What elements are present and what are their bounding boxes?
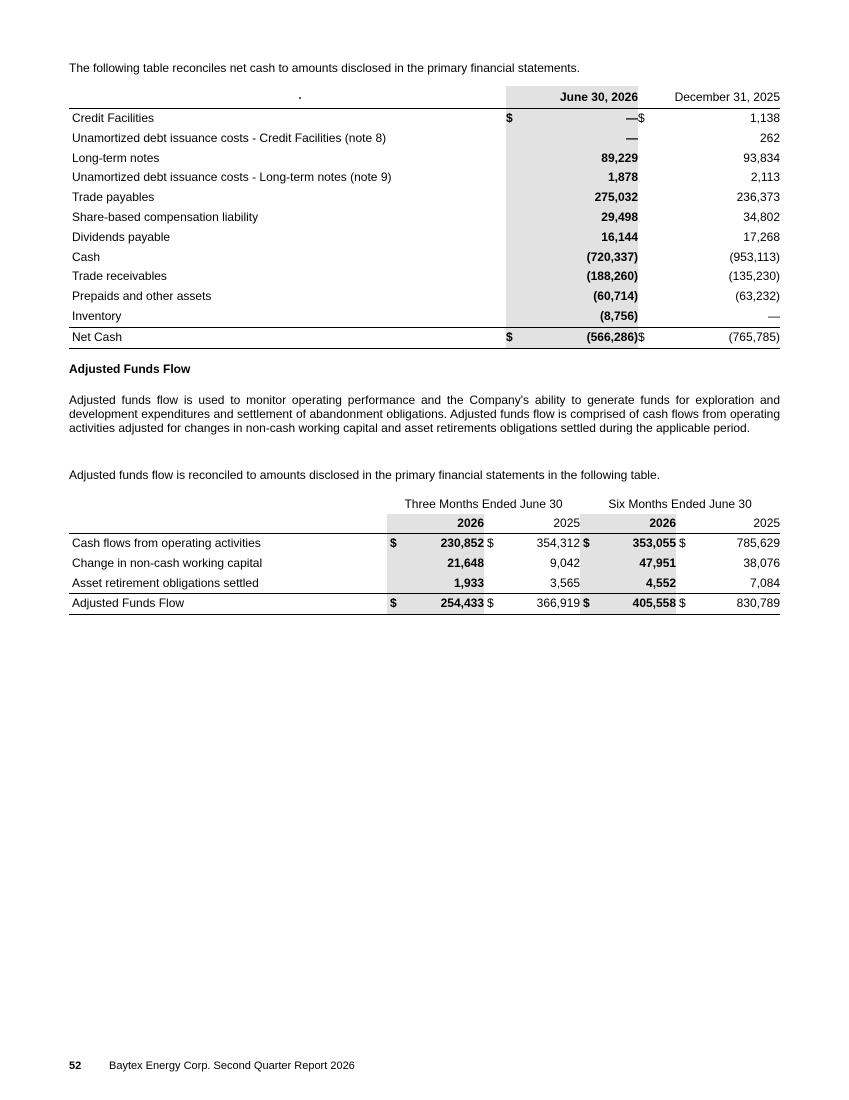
col-header-prior: December 31, 2025 — [656, 86, 780, 109]
page-footer — [69, 1060, 355, 1072]
current-value: 29,498 — [552, 208, 638, 228]
currency-symbol — [638, 208, 656, 228]
currency-symbol — [506, 228, 552, 248]
prior-value: (953,113) — [729, 249, 780, 264]
value-cell: 785,629 — [736, 536, 781, 550]
currency-symbol: $ — [484, 594, 500, 615]
value-cell: 21,648 — [403, 554, 484, 574]
currency-symbol: $ — [676, 594, 692, 615]
table-row — [69, 188, 780, 208]
row-label: Cash — [72, 249, 101, 264]
current-value: — — [552, 129, 638, 149]
currency-symbol — [506, 129, 552, 149]
currency-symbol — [638, 129, 656, 149]
currency-symbol — [506, 188, 552, 208]
currency-symbol: $ — [638, 111, 645, 125]
table-row — [69, 574, 780, 594]
row-label: Prepaids and other assets — [72, 289, 212, 304]
value-cell: 230,852 — [403, 534, 484, 554]
row-label: Inventory — [72, 308, 122, 323]
currency-symbol — [676, 554, 692, 574]
value-cell: 9,042 — [550, 555, 581, 570]
table-row — [69, 109, 780, 129]
body-paragraph: Adjusted funds flow is reconciled to amounts disclosed in the primary financial statements in the following table. — [69, 468, 660, 482]
currency-symbol — [638, 287, 656, 307]
current-value: (8,756) — [552, 307, 638, 327]
current-value: (720,337) — [552, 248, 638, 268]
row-label: Unamortized debt issuance costs - Long-term notes (note 9) — [72, 170, 392, 185]
table-row — [69, 267, 780, 287]
current-value: 16,144 — [552, 228, 638, 248]
currency-symbol — [638, 248, 656, 268]
total-value: 366,919 — [500, 594, 580, 615]
row-label: Long-term notes — [72, 150, 160, 165]
prior-value: (63,232) — [735, 289, 780, 304]
page-number: 52 — [69, 1060, 82, 1072]
currency-symbol — [638, 168, 656, 188]
group-header-row — [69, 494, 780, 514]
group-header: Six Months Ended June 30 — [608, 497, 752, 511]
currency-symbol — [484, 574, 500, 594]
currency-symbol — [506, 307, 552, 327]
year-header: 2025 — [692, 514, 780, 534]
currency-symbol: $ — [580, 594, 596, 615]
table-total-row — [69, 327, 780, 348]
currency-symbol — [506, 248, 552, 268]
year-header: 2026 — [596, 514, 676, 534]
prior-value: 34,802 — [743, 209, 780, 224]
value-cell: 4,552 — [596, 574, 676, 594]
total-value: 830,789 — [692, 594, 780, 615]
col-header-current: June 30, 2026 — [552, 86, 638, 109]
prior-value: 93,834 — [743, 150, 780, 165]
currency-symbol: $ — [387, 594, 403, 615]
currency-symbol — [638, 188, 656, 208]
currency-symbol — [580, 574, 596, 594]
currency-symbol — [638, 267, 656, 287]
currency-symbol: $ — [506, 327, 552, 348]
value-cell: 353,055 — [596, 534, 676, 554]
year-header-row — [69, 514, 780, 534]
prior-value: (135,230) — [728, 269, 780, 284]
currency-symbol — [506, 287, 552, 307]
total-current-value: (566,286) — [552, 327, 638, 348]
table-row — [69, 149, 780, 169]
year-header: 2025 — [500, 514, 580, 534]
prior-value: 262 — [759, 130, 780, 145]
currency-symbol — [506, 149, 552, 169]
value-cell: 7,084 — [750, 575, 781, 590]
table-header-row — [69, 86, 780, 109]
table-row — [69, 554, 780, 574]
footer-text: Baytex Energy Corp. Second Quarter Report 2026 — [109, 1060, 355, 1072]
currency-symbol: $ — [506, 109, 552, 129]
row-label: Trade receivables — [72, 269, 167, 284]
current-value: 89,229 — [552, 149, 638, 169]
net-cash-table — [69, 86, 780, 349]
year-header: 2026 — [403, 514, 484, 534]
section-title: Adjusted Funds Flow — [69, 362, 191, 376]
currency-symbol — [638, 307, 656, 327]
table-row — [69, 129, 780, 149]
row-label: Share-based compensation liability — [72, 209, 259, 224]
intro-text: The following table reconciles net cash to amounts disclosed in the primary financial statements. — [69, 61, 580, 75]
row-label: Asset retirement obligations settled — [72, 575, 259, 590]
table-row — [69, 168, 780, 188]
table-row — [69, 208, 780, 228]
currency-symbol — [676, 574, 692, 594]
current-value: (188,260) — [552, 267, 638, 287]
current-value: 1,878 — [552, 168, 638, 188]
value-cell: 3,565 — [550, 575, 581, 590]
group-header: Three Months Ended June 30 — [404, 497, 563, 511]
row-label: Cash flows from operating activities — [72, 536, 261, 550]
table-total-row — [69, 594, 780, 615]
current-value: — — [552, 109, 638, 129]
currency-symbol — [506, 208, 552, 228]
prior-value: — — [768, 308, 780, 323]
currency-symbol — [506, 267, 552, 287]
currency-symbol — [484, 554, 500, 574]
value-cell: 47,951 — [596, 554, 676, 574]
total-value: 405,558 — [596, 594, 676, 615]
table-row — [69, 228, 780, 248]
total-value: 254,433 — [403, 594, 484, 615]
row-label: Unamortized debt issuance costs - Credit Facilities (note 8) — [72, 130, 387, 145]
prior-value: 2,113 — [750, 170, 780, 185]
value-cell: 1,933 — [403, 574, 484, 594]
table-row — [69, 307, 780, 327]
currency-symbol: $ — [679, 536, 686, 550]
total-prior-value: (765,785) — [656, 327, 780, 348]
currency-symbol: $ — [387, 534, 403, 554]
currency-symbol: $ — [580, 534, 596, 554]
currency-symbol — [638, 149, 656, 169]
row-label: Credit Facilities — [72, 111, 155, 125]
table-row — [69, 248, 780, 268]
prior-value: 17,268 — [743, 229, 780, 244]
row-label: Dividends payable — [72, 229, 171, 244]
value-cell: 354,312 — [536, 536, 581, 550]
currency-symbol — [387, 574, 403, 594]
prior-value: 236,373 — [736, 190, 780, 205]
total-label: Net Cash — [69, 327, 506, 348]
current-value: 275,032 — [552, 188, 638, 208]
table-row — [69, 287, 780, 307]
currency-symbol — [506, 168, 552, 188]
value-cell: 38,076 — [743, 555, 781, 570]
stray-dot — [299, 97, 301, 99]
currency-symbol: $ — [638, 327, 656, 348]
currency-symbol — [387, 554, 403, 574]
prior-value: 1,138 — [749, 111, 780, 125]
currency-symbol — [580, 554, 596, 574]
currency-symbol — [638, 228, 656, 248]
currency-symbol: $ — [487, 536, 494, 550]
body-paragraph: Adjusted funds flow is used to monitor operating performance and the Company's ability to generate funds for exploration and development expenditures and settlement of abandonment obligations. Adjusted funds flow is comprised of cash flows from operating activities adjusted for changes in non-cash working capital and asset retirements obligations settled during the applicable period. — [69, 393, 780, 436]
row-label: Trade payables — [72, 190, 155, 205]
funds-flow-table — [69, 494, 780, 615]
table-row — [69, 534, 780, 554]
total-label: Adjusted Funds Flow — [69, 594, 387, 615]
row-label: Change in non-cash working capital — [72, 555, 263, 570]
current-value: (60,714) — [552, 287, 638, 307]
